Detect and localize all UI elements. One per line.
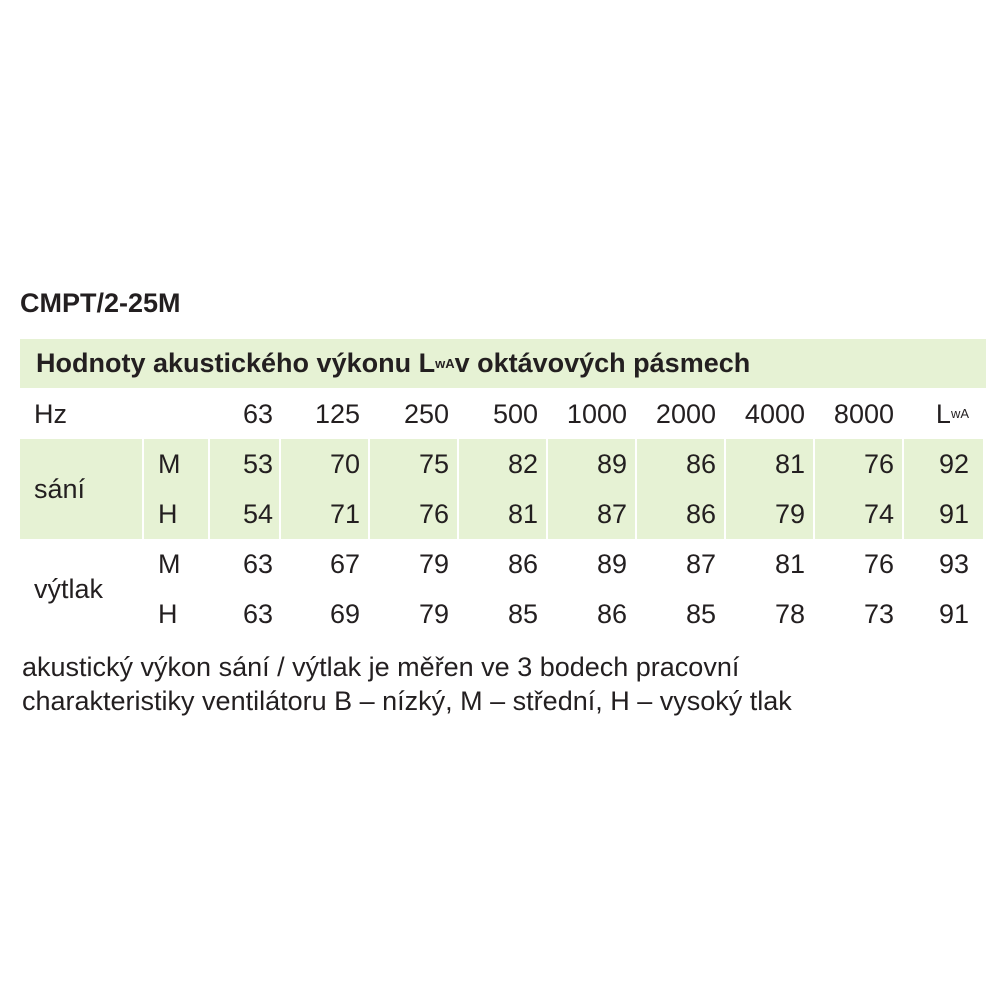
group-discharge: [20, 539, 986, 639]
row-value: 54: [210, 489, 279, 539]
header-row: [20, 389, 986, 439]
model-title: CMPT/2-25M: [20, 288, 181, 318]
row-value: 87: [548, 489, 635, 539]
row-value: 79: [726, 489, 813, 539]
header-unit: Hz: [34, 398, 67, 429]
row-total: 91: [904, 489, 983, 539]
group-label: výtlak: [34, 573, 104, 604]
table-title-rest: v oktávových pásmech: [454, 348, 751, 378]
row-value: 86: [507, 548, 538, 579]
row-total: 93: [938, 548, 969, 579]
row-value: 79: [418, 548, 449, 579]
row-value: 73: [863, 598, 894, 629]
row-value: 71: [281, 489, 368, 539]
row-value: 78: [774, 598, 805, 629]
row-value: 86: [637, 439, 724, 489]
row-mode: H: [158, 598, 178, 629]
table-row: [20, 589, 986, 639]
header-band: 4000: [744, 398, 805, 429]
row-value: 85: [685, 598, 716, 629]
row-value: 53: [210, 439, 279, 489]
row-value: 76: [863, 548, 894, 579]
row-value: 85: [507, 598, 538, 629]
row-value: 87: [685, 548, 716, 579]
header-band: 125: [314, 398, 360, 429]
row-value: 81: [774, 548, 805, 579]
row-value: 86: [596, 598, 627, 629]
row-value: 86: [637, 489, 724, 539]
table-row: [20, 439, 986, 489]
header-band: 2000: [655, 398, 716, 429]
row-value: 74: [815, 489, 902, 539]
table-row: [20, 539, 986, 589]
row-value: 89: [548, 439, 635, 489]
row-value: 69: [329, 598, 360, 629]
row-value: 63: [242, 548, 273, 579]
row-mode: H: [144, 489, 208, 539]
header-band: 1000: [566, 398, 627, 429]
acoustic-table: [20, 339, 986, 639]
row-value: 76: [815, 439, 902, 489]
row-value: 70: [281, 439, 368, 489]
footnote: [22, 650, 982, 718]
header-total-main: L: [935, 398, 951, 429]
header-total: L wA: [935, 398, 969, 429]
row-value: 67: [329, 548, 360, 579]
table-title: Hodnoty akustického výkonu L wA v oktávových pásmech: [20, 339, 986, 388]
row-value: 89: [596, 548, 627, 579]
group-label: sání: [20, 439, 142, 539]
header-band: 250: [403, 398, 449, 429]
row-mode: M: [158, 548, 181, 579]
header-band: 500: [492, 398, 538, 429]
footnote-line: akustický výkon sání / výtlak je měřen ve 3 bodech pracovní: [22, 652, 740, 682]
row-value: 63: [242, 598, 273, 629]
row-mode: M: [144, 439, 208, 489]
row-value: 75: [370, 439, 457, 489]
group-intake: [20, 439, 986, 539]
footnote-line: charakteristiky ventilátoru B – nízký, M – střední, H – vysoký tlak: [22, 686, 792, 716]
row-total: 92: [904, 439, 983, 489]
header-band: 63: [242, 398, 273, 429]
header-band: 8000: [833, 398, 894, 429]
row-value: 79: [418, 598, 449, 629]
table-title-main: Hodnoty akustického výkonu L: [36, 348, 436, 378]
row-value: 81: [459, 489, 546, 539]
row-value: 82: [459, 439, 546, 489]
row-value: 76: [370, 489, 457, 539]
row-value: 81: [726, 439, 813, 489]
header-mode-spacer: [144, 389, 208, 439]
table-row: [20, 489, 986, 539]
row-total: 91: [938, 598, 969, 629]
